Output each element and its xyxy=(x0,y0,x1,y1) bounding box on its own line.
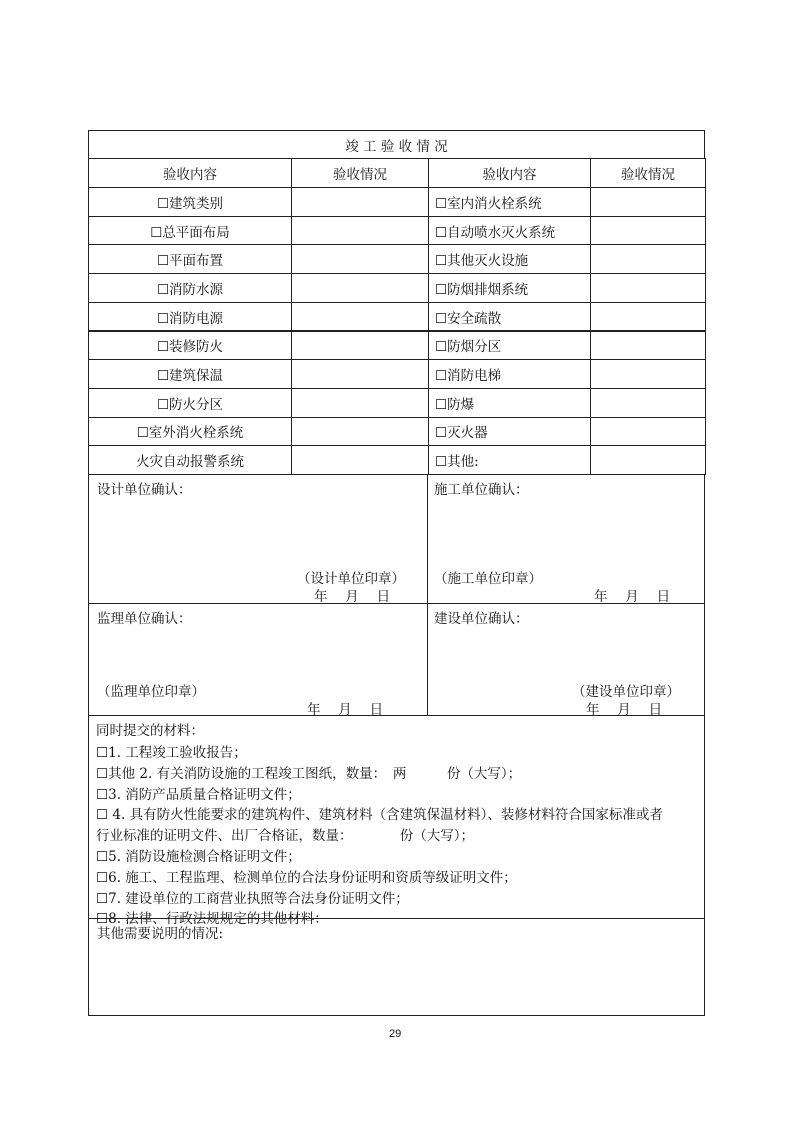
check-item-text: ☐建筑类别 xyxy=(156,195,224,212)
design-seal: （设计单位印章） xyxy=(297,571,405,587)
material-item: ☐6. 施工、工程监理、检测单位的合法身份证明和资质等级证明文件； xyxy=(96,869,517,886)
column-header-text: 验收情况 xyxy=(333,167,387,183)
check-item-text: ☐防火分区 xyxy=(156,396,224,413)
column-header xyxy=(88,158,292,188)
material-item: ☐5. 消防设施检测合格证明文件； xyxy=(96,849,301,865)
material-item: ☐3. 消防产品质量合格证明文件； xyxy=(96,786,301,803)
check-item xyxy=(428,331,591,361)
column-header xyxy=(428,158,591,188)
result-cell xyxy=(590,244,706,274)
result-cell xyxy=(590,417,706,447)
check-item xyxy=(88,359,292,389)
design-confirm-cell xyxy=(88,474,428,604)
material-item: ☐8. 法律、行政法规规定的其他材料： xyxy=(96,911,328,928)
check-item-text: ☐其他: xyxy=(435,454,479,471)
material-item: ☐ 4. 具有防火性能要求的建筑构件、建筑材料（含建筑保温材料）、装修材料符合国家标准或者 xyxy=(96,807,663,824)
check-item xyxy=(428,359,591,389)
check-item-text: ☐室内消火栓系统 xyxy=(435,195,542,212)
check-item-text: ☐消防水源 xyxy=(156,281,224,298)
result-cell xyxy=(291,388,429,418)
check-item-text: ☐室外消火栓系统 xyxy=(136,425,244,442)
check-item-text: ☐灭火器 xyxy=(435,425,488,442)
check-item xyxy=(88,445,292,475)
check-item xyxy=(88,302,292,332)
check-item-text: ☐平面布置 xyxy=(156,253,224,270)
construction-confirm-cell xyxy=(427,474,705,604)
check-item-text: 火灾自动报警系统 xyxy=(136,454,244,471)
material-item: ☐其他 2. 有关消防设施的工程竣工图纸，数量： 两 份（大写）； xyxy=(96,765,522,782)
result-cell xyxy=(590,445,706,475)
check-item-text: ☐总平面布局 xyxy=(150,224,230,241)
check-item-text: ☐消防电源 xyxy=(156,310,224,327)
material-item: ☐7. 建设单位的工商营业执照等合法身份证明文件； xyxy=(96,890,409,907)
check-item xyxy=(88,244,292,274)
result-cell xyxy=(590,388,706,418)
check-item-text: ☐防烟排烟系统 xyxy=(435,281,529,298)
page-number: 29 xyxy=(389,1028,402,1040)
check-item xyxy=(428,216,591,246)
supervision-date: 年 月 日 xyxy=(307,702,384,718)
design-label: 设计单位确认： xyxy=(97,482,192,498)
result-cell xyxy=(291,445,429,475)
materials-label: 同时提交的材料： xyxy=(96,723,204,739)
result-cell xyxy=(590,216,706,246)
column-header-text: 验收内容 xyxy=(482,167,537,183)
check-item xyxy=(428,445,591,475)
check-item-text: ☐防爆 xyxy=(435,396,475,413)
material-item: ☐1. 工程竣工验收报告； xyxy=(96,745,247,761)
supervision-seal: （监理单位印章） xyxy=(97,684,205,700)
result-cell xyxy=(590,273,706,303)
result-cell xyxy=(590,187,706,217)
other-notes-cell xyxy=(88,918,705,1016)
construction-label: 施工单位确认： xyxy=(434,482,529,498)
construction-seal: （施工单位印章） xyxy=(434,571,542,587)
owner-label: 建设单位确认： xyxy=(434,611,529,627)
supervision-label: 监理单位确认： xyxy=(97,611,192,627)
check-item xyxy=(428,273,591,303)
result-cell xyxy=(291,273,429,303)
table-title xyxy=(88,130,705,159)
check-item-text: ☐防烟分区 xyxy=(435,339,502,356)
check-item-text: ☐安全疏散 xyxy=(435,310,502,327)
material-item: 行业标准的证明文件、出厂合格证，数量： 份（大写）； xyxy=(96,828,474,845)
design-date: 年 月 日 xyxy=(314,589,391,605)
title-text: 竣 工 验 收 情 况 xyxy=(345,138,448,155)
result-cell xyxy=(291,417,429,447)
check-item xyxy=(428,388,591,418)
owner-seal: （建设单位印章） xyxy=(572,684,680,700)
check-item xyxy=(428,244,591,274)
check-item xyxy=(88,331,292,361)
check-item-text: ☐消防电梯 xyxy=(435,368,502,385)
result-cell xyxy=(291,187,429,217)
check-item-text: ☐其他灭火设施 xyxy=(435,253,529,270)
check-item xyxy=(88,216,292,246)
check-item xyxy=(88,388,292,418)
check-item xyxy=(88,187,292,217)
column-header-text: 验收情况 xyxy=(621,167,675,183)
check-item-text: ☐装修防火 xyxy=(156,339,224,356)
result-cell xyxy=(291,359,429,389)
result-cell xyxy=(590,331,706,361)
result-cell xyxy=(590,359,706,389)
check-item xyxy=(88,273,292,303)
construction-date: 年 月 日 xyxy=(594,589,671,605)
check-item-text: ☐自动喷水灭火系统 xyxy=(435,224,556,241)
supervision-confirm-cell xyxy=(88,603,428,716)
other-notes-label: 其他需要说明的情况: xyxy=(97,926,224,942)
check-item-text: ☐建筑保温 xyxy=(156,368,224,385)
result-cell xyxy=(291,244,429,274)
result-cell xyxy=(291,216,429,246)
column-header-text: 验收内容 xyxy=(163,167,217,183)
result-cell xyxy=(590,302,706,332)
result-cell xyxy=(291,331,429,361)
column-header xyxy=(590,158,706,188)
result-cell xyxy=(291,302,429,332)
owner-date: 年 月 日 xyxy=(586,702,663,718)
check-item xyxy=(428,417,591,447)
check-item xyxy=(428,302,591,332)
check-item xyxy=(428,187,591,217)
column-header xyxy=(291,158,429,188)
owner-confirm-cell xyxy=(427,603,705,716)
check-item xyxy=(88,417,292,447)
